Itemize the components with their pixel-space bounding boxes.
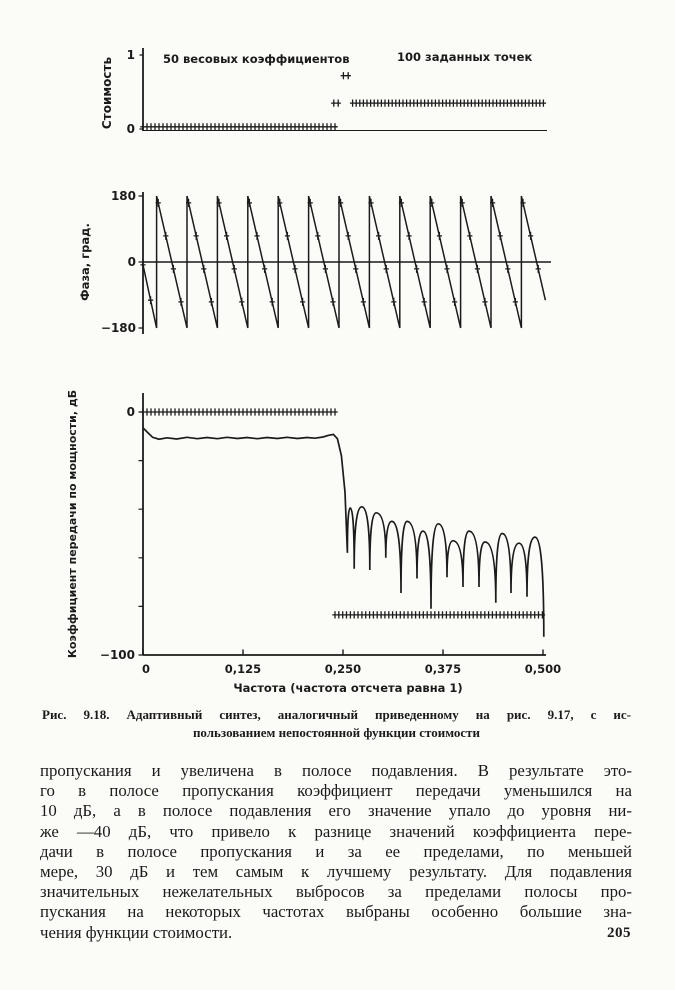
paragraph-line: 10 дБ, а в полосе подавления его значение упало до уровня ни- <box>40 801 632 821</box>
mag-xtick-label: 0,500 <box>524 662 562 676</box>
cost-y-axis-label: Стоимость <box>100 56 114 130</box>
mag-xtick-label: 0 <box>141 662 151 676</box>
series-passband-target <box>140 408 337 415</box>
annotation-100-points: 100 заданных точек <box>397 50 533 64</box>
paragraph-line: значительных нежелательных выбросов за пределами полосы про- <box>40 882 632 902</box>
paragraph-line: чения функции стоимости. <box>40 922 233 942</box>
mag-x-axis-label: Частота (частота отсчета равна 1) <box>233 681 463 695</box>
figure-caption-line2: пользованием непостоянной функции стоимости <box>192 724 481 740</box>
annotation-50-coefficients: 50 весовых коэффициентов <box>163 52 350 66</box>
mag-xtick-label: 0,375 <box>424 662 462 676</box>
phase-ytick-label: −180 <box>100 321 136 335</box>
paragraph-line: же —40 дБ, что привело к разнице значений коэффициента пере- <box>40 821 632 841</box>
figure-caption <box>42 707 631 741</box>
mag-y-axis-label: Коэффициент передачи по мощности, дБ <box>66 389 79 659</box>
phase-y-axis-label: Фаза, град. <box>78 223 92 301</box>
figure-caption-line1: Рис. 9.18. Адаптивный синтез, аналогичный приведенному на рис. 9.17, с ис- <box>42 707 631 722</box>
mag-response-curve <box>143 428 544 637</box>
paragraph-line: дачи в полосе пропускания и за ее пределами, по меньшей <box>40 841 632 861</box>
series-stopband-target <box>332 611 545 618</box>
series-cost-transition-high <box>341 72 351 79</box>
paragraph-line: мере, 30 дБ и тем самым к лучшему результату. Для подавления <box>40 862 632 882</box>
paragraph-line: го в полосе пропускания коэффициент передачи уменьшился на <box>40 781 632 801</box>
paragraph-line: пропускания и увеличена в полосе подавления. В результате это- <box>40 761 632 780</box>
paragraph-line: пускания на некоторых частотах выбраны особенно большие зна- <box>40 902 632 922</box>
series-cost-stopband <box>350 100 546 107</box>
page-number: 205 <box>607 925 631 941</box>
cost-ytick-label: 1 <box>126 48 135 62</box>
cost-ytick-label: 0 <box>126 122 135 136</box>
mag-ytick-label: 0 <box>126 405 135 419</box>
mag-ytick-label: −100 <box>99 648 135 662</box>
phase-ytick-label: 0 <box>127 255 136 269</box>
series-cost-stopband-lead <box>331 100 341 107</box>
phase-ytick-label: 180 <box>110 189 136 203</box>
mag-xtick-label: 0,125 <box>224 662 262 676</box>
series-cost-passband <box>140 123 337 130</box>
paragraph <box>40 761 632 943</box>
mag-xtick-label: 0,250 <box>324 662 362 676</box>
